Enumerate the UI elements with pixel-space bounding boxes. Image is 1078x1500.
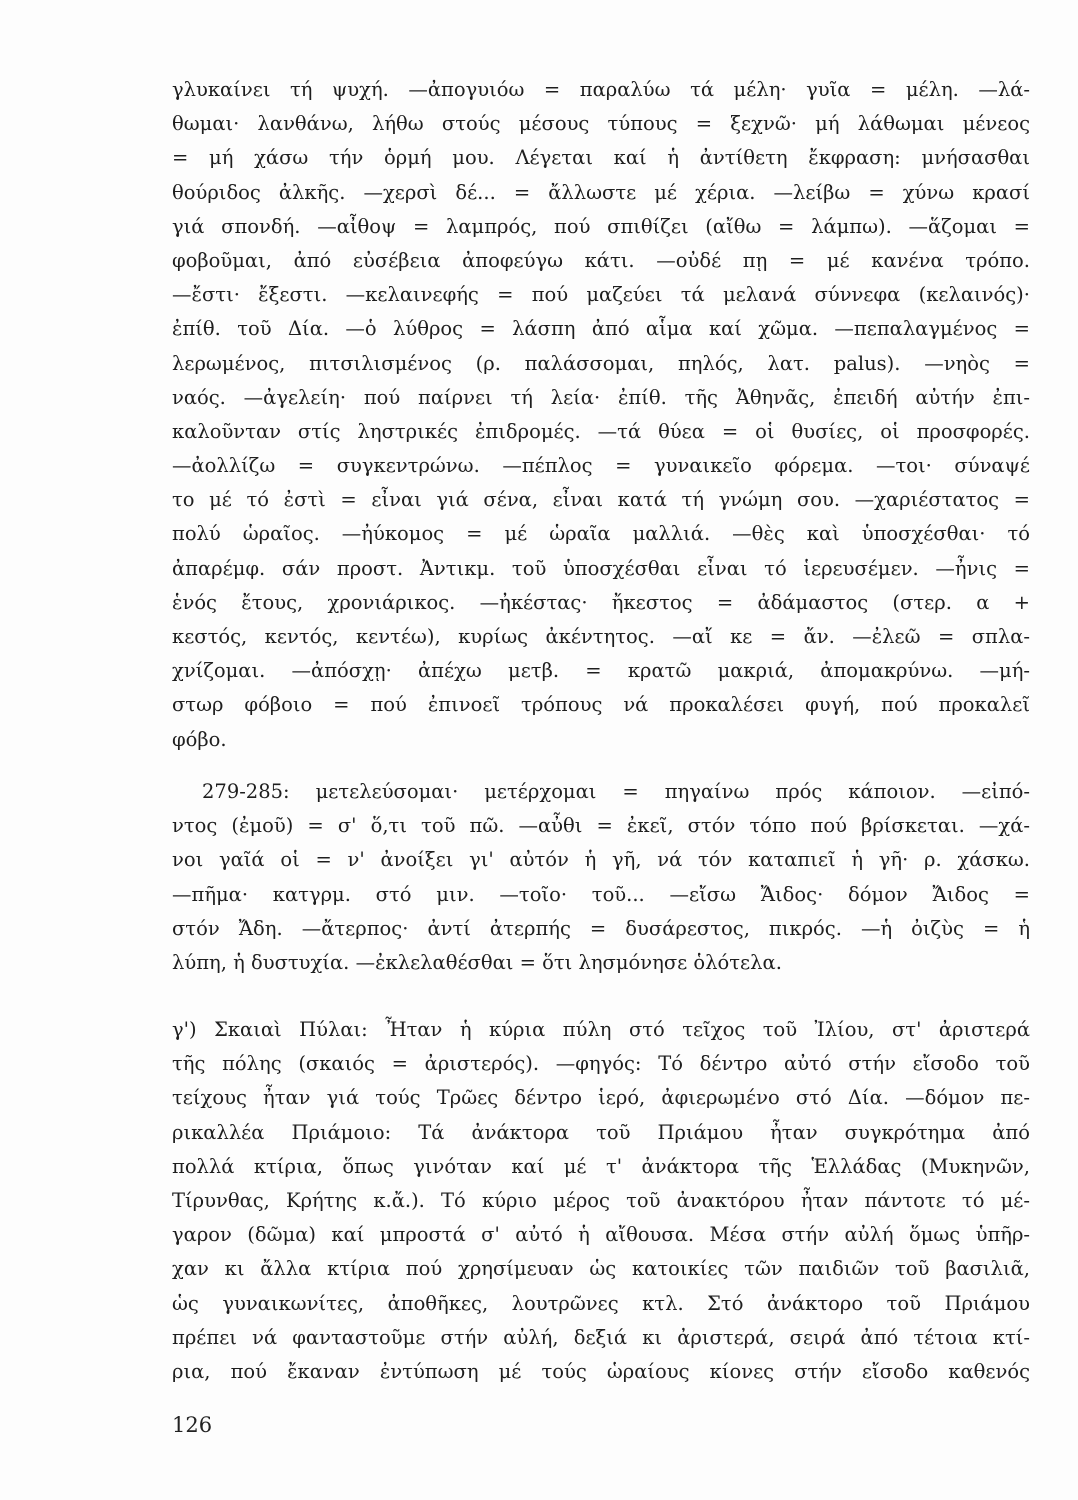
paragraph-notes-279-285 (172, 775, 1030, 980)
text-line: γ') Σκαιαὶ Πύλαι: Ἦταν ἡ κύρια πύλη στό τεῖχος τοῦ Ἰλίου, στ' ἀριστερά (172, 1018, 1030, 1041)
text-line: φοβοῦμαι, ἀπό εὐσέβεια ἀποφεύγω κάτι. —οὐδέ πῃ = μέ κανένα τρόπο. (172, 248, 1030, 272)
text-line: τείχους ἦταν γιά τούς Τρῶες δέντρο ἱερό, ἀφιερωμένο στό Δία. —δόμον πε- (172, 1086, 1030, 1110)
text-line: ἐπίθ. τοῦ Δία. —ὁ λύθρος = λάσπη ἀπό αἷμα καί χῶμα. —πεπαλαγμένος = (172, 317, 1030, 341)
text-line: καλοῦνταν στίς ληστρικές ἐπιδρομές. —τά θύεα = οἱ θυσίες, οἱ προσφορές. (172, 419, 1030, 443)
text-line: —πῆμα· κατγρμ. στό μιν. —τοῖο· τοῦ... —εἴσω Ἄιδος· δόμον Ἄιδος = (172, 882, 1030, 906)
text-line: χαν κι ἄλλα κτίρια πού χρησίμευαν ὡς κατοικίες τῶν παιδιῶν τοῦ βασιλιᾶ, (172, 1257, 1030, 1281)
text-line: 279-285: μετελεύσομαι· μετέρχομαι = πηγαίνω πρός κάποιον. —εἰπό- (202, 780, 1030, 803)
text-line: λερωμένος, πιτσιλισμένος (ρ. παλάσσομαι, πηλός, λατ. palus). —νηὸς = (172, 351, 1030, 375)
text-line: ντος (ἐμοῦ) = σ' ὅ,τι τοῦ πῶ. —αὖθι = ἐκεῖ, στόν τόπο πού βρίσκεται. —χά- (172, 814, 1030, 838)
text-line: θούριδος ἀλκῆς. —χερσὶ δέ... = ἄλλωστε μέ χέρια. —λείβω = χύνω κρασί (172, 180, 1030, 204)
text-line: πολύ ὡραῖος. —ἠύκομος = μέ ὡραῖα μαλλιά. —θὲς καὶ ὑποσχέσθαι· τό (172, 522, 1030, 546)
text-line: φόβο. (172, 727, 227, 751)
text-line: ἀπαρέμφ. σάν προστ. Ἀντικμ. τοῦ ὑποσχέσθαι εἶναι τό ἱερευσέμεν. —ἦνις = (172, 556, 1030, 580)
page-number: 126 (172, 1413, 213, 1437)
text-line: —ἔστι· ἔξεστι. —κελαινεφής = πού μαζεύει τά μελανά σύννεφα (κελαινός)· (172, 283, 1030, 307)
text-line: γαρον (δῶμα) καί μπροστά σ' αὐτό ἡ αἴθουσα. Μέσα στήν αὐλή ὅμως ὑπῆρ- (172, 1223, 1030, 1247)
text-line: λύπη, ἡ δυστυχία. —ἐκλελαθέσθαι = ὅτι λησμόνησε ὁλότελα. (172, 950, 782, 974)
text-line: θωμαι· λανθάνω, λήθω στούς μέσους τύπους = ξεχνῶ· μή λάθωμαι μένεος (172, 112, 1030, 136)
text-line: = μή χάσω τήν ὁρμή μου. Λέγεται καί ἡ ἀντίθετη ἔκφραση: μνήσασθαι (172, 146, 1030, 170)
text-line: ρικαλλέα Πριάμοιο: Τά ἀνάκτορα τοῦ Πριάμου ἦταν συγκρότημα ἀπό (172, 1120, 1030, 1144)
text-line: ἑνός ἔτους, χρονιάρικος. —ἠκέστας· ἤκεστος = ἀδάμαστος (στερ. α + (172, 590, 1030, 614)
text-line: χνίζομαι. —ἀπόσχῃ· ἀπέχω μετβ. = κρατῶ μακριά, ἀπομακρύνω. —μή- (172, 659, 1030, 683)
text-line: το μέ τό ἐστὶ = εἶναι γιά σένα, εἶναι κατά τή γνώμη σου. —χαριέστατος = (172, 488, 1030, 512)
text-line: γιά σπονδή. —αἶθοψ = λαμπρός, πού σπιθίζει (αἴθω = λάμπω). —ἅζομαι = (172, 214, 1030, 238)
text-line: πρέπει νά φανταστοῦμε στήν αὐλή, δεξιά κι ἀριστερά, σειρά ἀπό τέτοια κτί- (172, 1325, 1030, 1349)
text-line: ναός. —ἀγελείη· πού παίρνει τή λεία· ἐπίθ. τῆς Ἀθηνᾶς, ἐπειδή αὐτήν ἐπι- (172, 385, 1030, 409)
text-line: —ἀολλίζω = συγκεντρώνω. —πέπλος = γυναικεῖο φόρεμα. —τοι· σύναψέ (172, 454, 1030, 478)
text-line: νοι γαῖά οἱ = ν' ἀνοίξει γι' αὐτόν ἡ γῆ, νά τόν καταπιεῖ ἡ γῆ· ρ. χάσκω. (172, 848, 1030, 872)
text-line: γλυκαίνει τή ψυχή. —ἀπογυιόω = παραλύω τά μέλη· γυῖα = μέλη. —λά- (172, 78, 1030, 101)
text-line: πολλά κτίρια, ὅπως γινόταν καί μέ τ' ἀνάκτορα τῆς Ἑλλάδας (Μυκηνῶν, (172, 1154, 1030, 1178)
text-line: Τίρυνθας, Κρήτης κ.ἄ.). Τό κύριο μέρος τοῦ ἀνακτόρου ἦταν πάντοτε τό μέ- (172, 1188, 1030, 1212)
text-line: ὡς γυναικωνίτες, ἀποθῆκες, λουτρῶνες κτλ. Στό ἀνάκτορο τοῦ Πριάμου (172, 1291, 1030, 1315)
text-line: στόν Ἄδη. —ἄτερπος· ἀντί ἀτερπής = δυσάρεστος, πικρός. —ἡ ὀιζὺς = ἡ (172, 916, 1030, 940)
text-line: στωρ φόβοιο = πού ἐπινοεῖ τρόπους νά προκαλέσει φυγή, πού προκαλεῖ (172, 693, 1030, 717)
text-line: κεστός, κεντός, κεντέω), κυρίως ἀκέντητος. —αἴ κε = ἄν. —ἐλεῶ = σπλα- (172, 625, 1030, 648)
paragraph-notes-continued (172, 73, 1030, 757)
text-line: τῆς πόλης (σκαιός = ἀριστερός). —φηγός: Τό δέντρο αὐτό στήν εἴσοδο τοῦ (172, 1052, 1030, 1076)
text-line: ρια, πού ἔκαναν ἐντύπωση μέ τούς ὡραίους κίονες στήν εἴσοδο καθενός (172, 1359, 1030, 1383)
paragraph-skaiai-pylai (172, 1013, 1030, 1389)
